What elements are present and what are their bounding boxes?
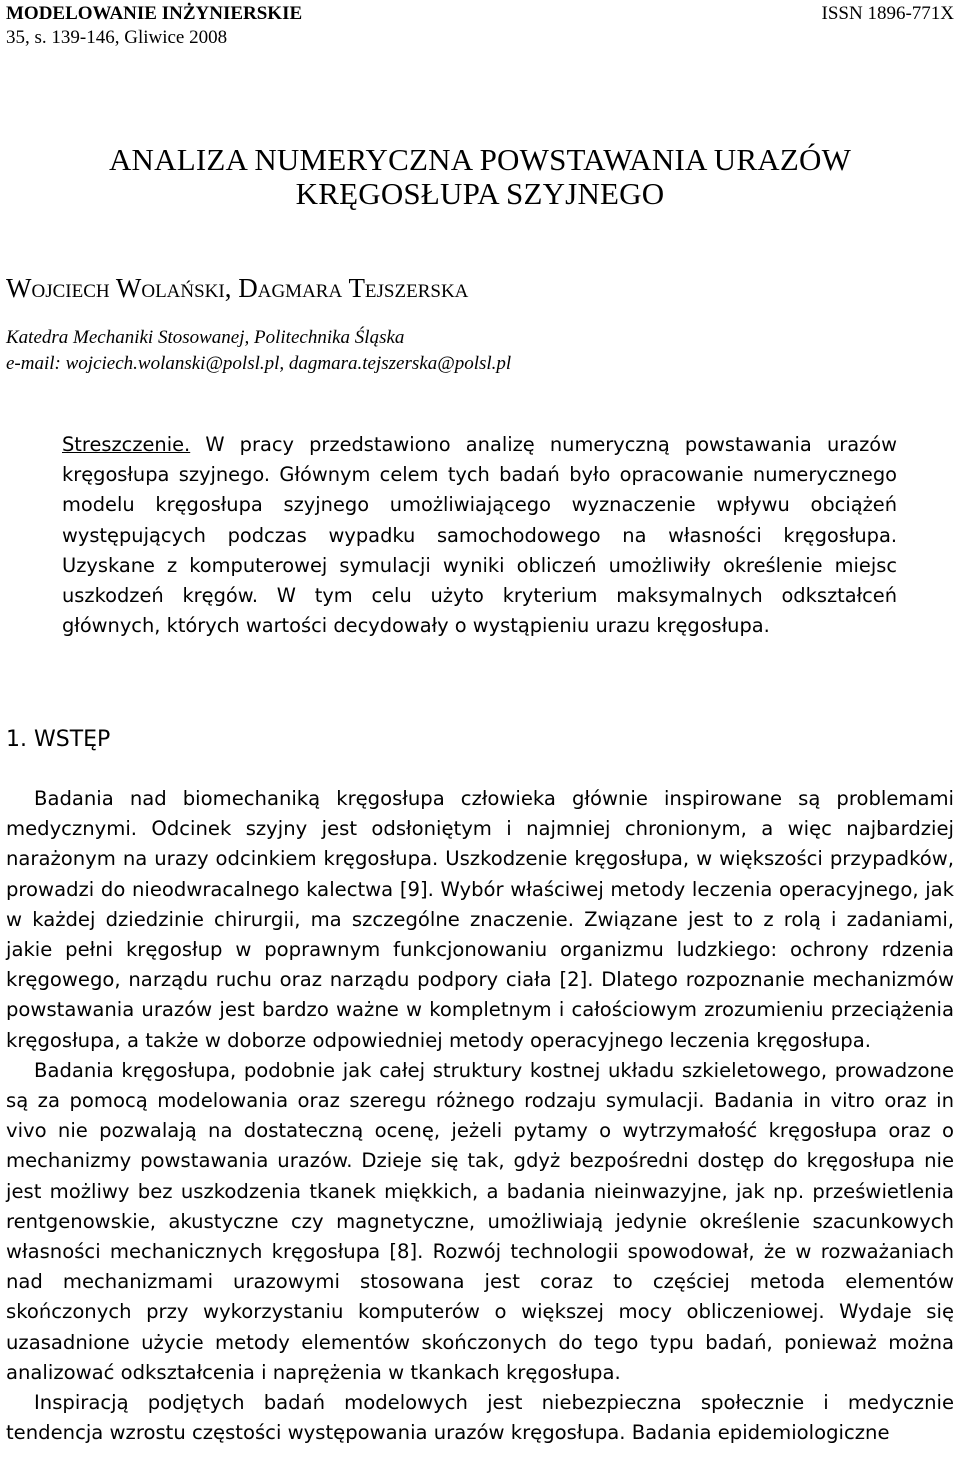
- journal-name: MODELOWANIE INŻYNIERSKIE: [6, 3, 303, 24]
- journal-header: [6, 2, 954, 50]
- section-body: [6, 784, 954, 1448]
- paragraph-3: Inspiracją podjętych badań modelowych jest niebezpieczna społecznie i medycznie tendencja wzrostu częstości występowania urazów kręgosłupa. Badania epidemiologiczne: [6, 1391, 954, 1445]
- abstract: [62, 430, 897, 641]
- journal-volume: 35, s. 139-146, Gliwice 2008: [6, 27, 228, 48]
- abstract-text: W pracy przedstawiono analizę numeryczną powstawania urazów kręgosłupa szyjnego. Głównym celem tych badań było opracowanie numerycznego modelu kręgosłupa szyjnego umożliwiającego wyznaczenie wpływu obciążeń występujących podczas wypadku samochodowego na własności kręgosłupa. Uzyskane z komputerowej symulacji wyniki obliczeń umożliwiły określenie miejsc uszkodzeń kręgów. W tym celu użyto kryterium maksymalnych odkształceń głównych, których wartości decydowały o wystąpieniu urazu kręgosłupa.: [62, 433, 897, 638]
- affiliation: Katedra Mechaniki Stosowanej, Politechnika Śląska: [6, 327, 405, 348]
- paragraph-2: Badania kręgosłupa, podobnie jak całej struktury kostnej układu szkieletowego, prowadzone są za pomocą modelowania oraz szeregu różnego rodzaju symulacji. Badania in vitro oraz in vivo nie pozwalają na dostateczną ocenę, jeżeli pytamy o wytrzymałość kręgosłupa oraz o mechanizmy powstawania urazów. Dzieje się tak, gdyż bezpośredni dostęp do kręgosłupa nie jest możliwy bez uszkodzenia tkanek miękkich, a badania nieinwazyjne, jak np. prześwietlenia rentgenowskie, akustyczne czy magnetyczne, umożliwiają jedynie określenie szacunkowych własności mechanicznych kręgosłupa [8]. Rozwój technologii spowodował, że w rozważaniach nad mechanizmami urazowymi stosowana jest coraz to częściej metoda elementów skończonych przy wykorzystaniu komputerów o większej mocy obliczeniowej. Wydaje się uzasadnione użycie metody elementów skończonych do tego typu badań, ponieważ można analizować odkształcenia i naprężenia w tkankach kręgosłupa.: [6, 1058, 954, 1384]
- authors: Wojciech Wolański, Dagmara Tejszerska: [6, 273, 469, 303]
- abstract-label: Streszczenie.: [62, 433, 191, 456]
- email-line: e-mail: wojciech.wolanski@polsl.pl, dagmara.tejszerska@polsl.pl: [6, 353, 512, 374]
- paragraph-1: Badania nad biomechaniką kręgosłupa człowieka głównie inspirowane są problemami medycznymi. Odcinek szyjny jest odsłoniętym i najmniej chronionym, a więc najbardziej narażonym na urazy odcinkiem kręgosłupa. Uszkodzenie kręgosłupa, w większości przypadków, prowadzi do nieodwracalnego kalectwa [9]. Wybór właściwej metody leczenia operacyjnego, jak w każdej dziedzinie chirurgii, ma szczególne znaczenie. Związane jest to z rolą i zadaniami, jakie pełni kręgosłup w poprawnym funkcjonowaniu organizmu ludzkiego: ochrony rdzenia kręgowego, narządu ruchu oraz narządu podpory ciała [2]. Dlatego rozpoznanie mechanizmów powstawania urazów jest bardzo ważne w kompletnym i całościowym zrozumieniu przeciążenia kręgosłupa, a także w doborze odpowiedniej metody operacyjnego leczenia kręgosłupa.: [6, 787, 954, 1052]
- issn: ISSN 1896-771X: [821, 3, 954, 24]
- paper-title-line-1: ANALIZA NUMERYCZNA POWSTAWANIA URAZÓW: [108, 142, 852, 177]
- section-heading: 1. WSTĘP: [6, 727, 111, 752]
- paper-title-line-2: KRĘGOSŁUPA SZYJNEGO: [295, 176, 665, 211]
